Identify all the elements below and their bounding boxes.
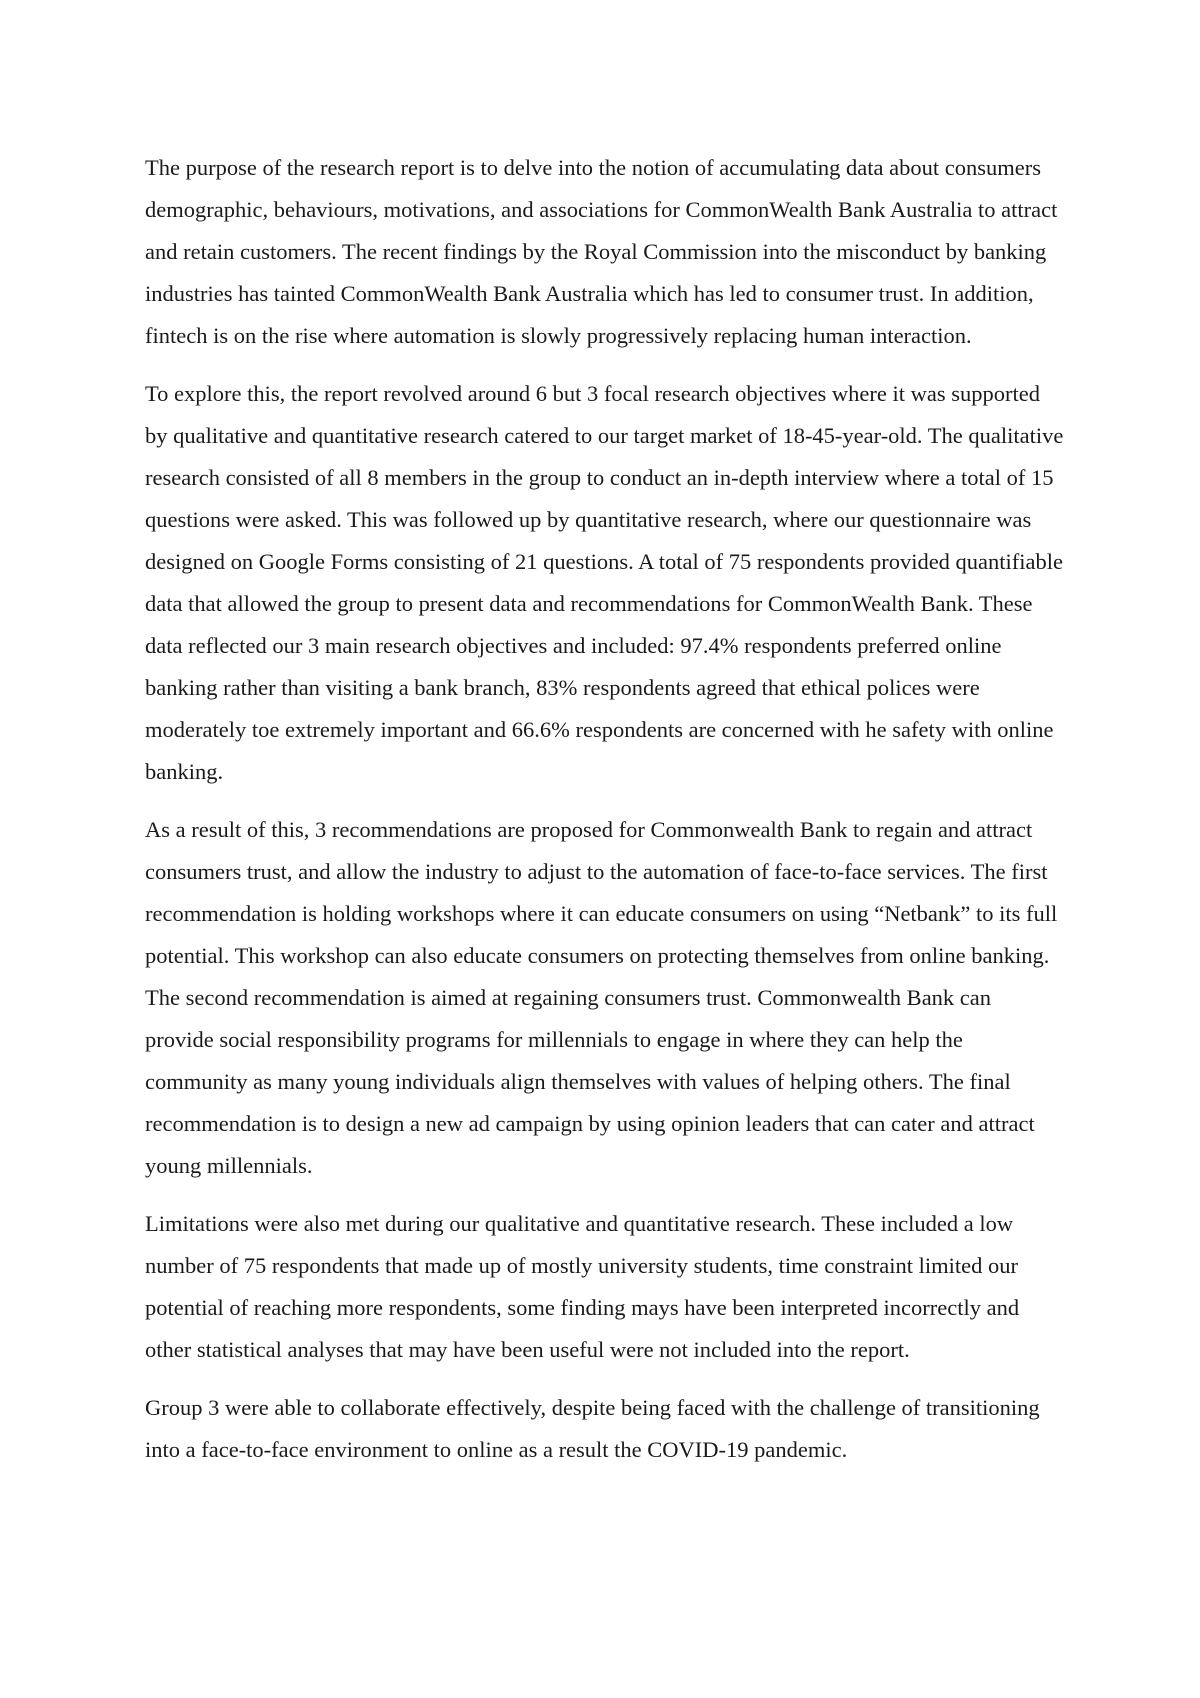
- paragraph-group-collaboration: Group 3 were able to collaborate effectively, despite being faced with the challenge of transitioning into a face-to-face environment to online as a result the COVID-19 pandemic.: [145, 1395, 1040, 1462]
- paragraph-research-method: To explore this, the report revolved around 6 but 3 focal research objectives where it was supported by qualitative and quantitative research catered to our target market of 18-45-year-old. The qualitative research consisted of all 8 members in the group to conduct an in-depth interview where a total of 15 questions were asked. This was followed up by quantitative research, where our questionnaire was designed on Google Forms consisting of 21 questions. A total of 75 respondents provided quantifiable data that allowed the group to present data and recommendations for CommonWealth Bank. These data reflected our 3 main research objectives and included: 97.4% respondents preferred online banking rather than visiting a bank branch, 83% respondents agreed that ethical polices were moderately toe extremely important and 66.6% respondents are concerned with he safety with online banking.: [145, 381, 1064, 784]
- paragraph-limitations: Limitations were also met during our qualitative and quantitative research. These included a low number of 75 respondents that made up of mostly university students, time constraint limited our potential of reaching more respondents, some finding mays have been interpreted incorrectly and other statistical analyses that may have been useful were not included into the report.: [145, 1211, 1020, 1362]
- document-page: [145, 147, 1065, 1487]
- paragraph-recommendations: As a result of this, 3 recommendations are proposed for Commonwealth Bank to regain and attract consumers trust, and allow the industry to adjust to the automation of face-to-face services. The first recommendation is holding workshops where it can educate consumers on using “Netbank” to its full potential. This workshop can also educate consumers on protecting themselves from online banking. The second recommendation is aimed at regaining consumers trust. Commonwealth Bank can provide social responsibility programs for millennials to engage in where they can help the community as many young individuals align themselves with values of helping others. The final recommendation is to design a new ad campaign by using opinion leaders that can cater and attract young millennials.: [145, 817, 1058, 1178]
- paragraph-purpose: The purpose of the research report is to delve into the notion of accumulating data about consumers demographic, behaviours, motivations, and associations for CommonWealth Bank Australia to attract and retain customers. The recent findings by the Royal Commission into the misconduct by banking industries has tainted CommonWealth Bank Australia which has led to consumer trust. In addition, fintech is on the rise where automation is slowly progressively replacing human interaction.: [145, 155, 1058, 348]
